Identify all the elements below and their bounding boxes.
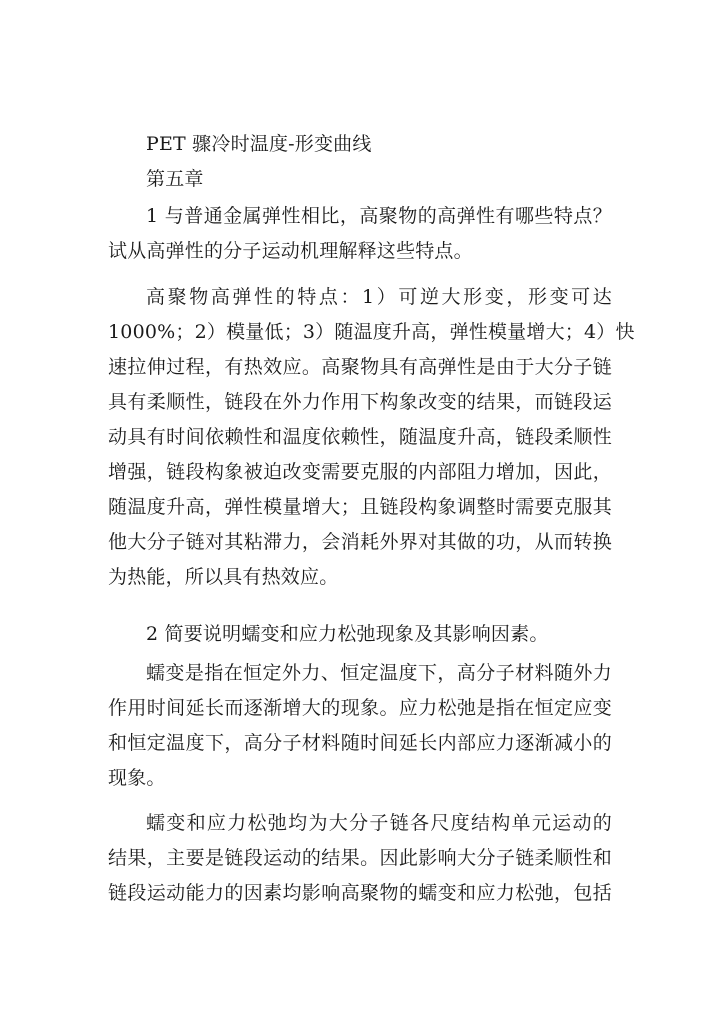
answer-1-line: 动具有时间依赖性和温度依赖性，随温度升高，链段柔顺性 <box>108 426 612 448</box>
answer-2-line: 作用时间延长而逐渐增大的现象。应力松弛是指在恒定应变 <box>108 697 612 719</box>
answer-1-line: 速拉伸过程，有热效应。高聚物具有高弹性是由于大分子链 <box>108 356 612 378</box>
question-2-line: 2 简要说明蠕变和应力松弛现象及其影响因素。 <box>146 623 549 645</box>
answer-3-line: 链段运动能力的因素均影响高聚物的蠕变和应力松弛，包括 <box>108 882 612 904</box>
question-1-line: 1 与普通金属弹性相比，高聚物的高弹性有哪些特点？ <box>146 205 612 227</box>
question-2 <box>108 617 612 652</box>
question-1-line: 试从高弹性的分子运动机理解释这些特点。 <box>108 240 473 262</box>
figure-caption: PET 骤冷时温度-形变曲线 <box>146 133 372 155</box>
answer-1-line: 1000%；2）模量低；3）随温度升高，弹性模量增大；4）快 <box>108 321 635 343</box>
answer-2-line: 蠕变是指在恒定外力、恒定温度下，高分子材料随外力 <box>146 662 612 684</box>
answer-1-line: 随温度升高，弹性模量增大；且链段构象调整时需要克服其 <box>108 496 612 518</box>
answer-1-line: 具有柔顺性，链段在外力作用下构象改变的结果，而链段运 <box>108 391 612 413</box>
answer-1-line: 高聚物高弹性的特点：1）可逆大形变，形变可达 <box>146 286 612 308</box>
question-1 <box>108 199 612 269</box>
heading-section <box>108 127 612 197</box>
answer-1-line: 增强，链段构象被迫改变需要克服的内部阻力增加，因此， <box>108 461 612 483</box>
answer-2-line: 现象。 <box>108 767 166 789</box>
answer-3-line: 蠕变和应力松弛均为大分子链各尺度结构单元运动的 <box>146 812 612 834</box>
answer-1 <box>108 280 635 595</box>
answer-2-line: 和恒定温度下，高分子材料随时间延长内部应力逐渐减小的 <box>108 732 612 754</box>
chapter-title: 第五章 <box>146 168 204 190</box>
answer-3-line: 结果，主要是链段运动的结果。因此影响大分子链柔顺性和 <box>108 847 612 869</box>
answer-3 <box>108 806 612 911</box>
answer-1-line: 为热能，所以具有热效应。 <box>108 566 339 588</box>
answer-1-line: 他大分子链对其粘滞力，会消耗外界对其做的功，从而转换 <box>108 531 612 553</box>
answer-2 <box>108 656 612 796</box>
